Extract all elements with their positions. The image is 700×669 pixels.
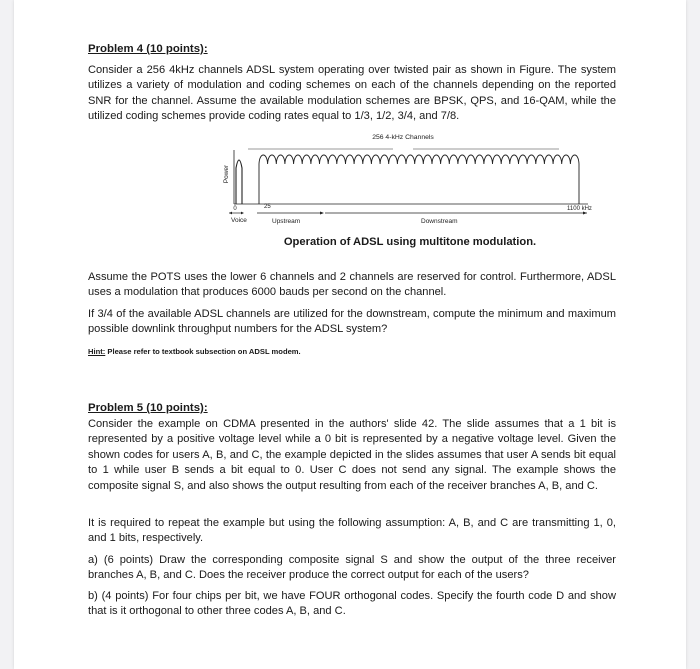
figure-caption: Operation of ADSL using multitone modulation.	[283, 236, 537, 248]
upstream-arrow-head	[320, 212, 324, 215]
problem5-para2: It is required to repeat the example but using the following assumption: A, B, and C are transmitting 1, 0, and 1 bits, respectively.	[88, 517, 616, 545]
problem4-para1: Assume the POTS uses the lower 6 channels and 2 channels are reserved for control. Furthermore, ADSL uses a modulation that produces 6000 bauds per second on the channel.	[88, 271, 616, 299]
figure-y-label: Power	[223, 164, 230, 184]
problem4-para2: If 3/4 of the available ADSL channels are utilized for the downstream, compute the minimum and maximum possible downlink throughput numbers for the ADSL system?	[88, 308, 616, 336]
tick-25: 25	[264, 204, 271, 210]
channel-hump-curve	[259, 155, 579, 204]
voice-label: Voice	[231, 217, 247, 224]
upstream-label: Upstream	[272, 218, 301, 225]
tick-0: 0	[233, 206, 237, 212]
problem4-intro: Consider a 256 4kHz channels ADSL system operating over twisted pair as shown in Figure. The system utilizes a variety of modulation and coding schemes on each of the channels depending on the reported SNR for the channel. Assume the available modulation schemes are BPSK, QPS, and 16-QAM, while the utilized coding schemes provide coding rates equal to 1/3, 1/2, 3/4, and 7/8.	[88, 64, 616, 123]
tick-end: 1100 kHz	[567, 206, 592, 212]
problem5-para1: Consider the example on CDMA presented in the authors' slide 42. The slide assumes that a 1 bit is represented by a positive voltage level while a 0 bit is represented by a negative voltage level. Given the shown codes for users A, B, and C, the example depicted in the slides assumes that user A sends bit equal to 1 while user B sends a bit equal to 0. User C does not send any signal. The example shows the composite signal S, and also shows the output resulting from each of the receiver branches A, B, and C.	[88, 418, 616, 492]
voice-arrow-tail	[229, 212, 232, 215]
voice-arrow-head	[241, 212, 244, 215]
problem4-hint	[88, 344, 616, 359]
hint-label: Hint:	[88, 347, 106, 356]
problem5-part-b: b) (4 points) For four chips per bit, we have FOUR orthogonal codes. Specify the fourth code D and show that is it orthogonal to other three codes A, B, and C.	[88, 590, 616, 618]
adsl-multitone-figure	[215, 128, 615, 230]
channel-humps	[259, 155, 579, 204]
voice-band-curve	[236, 160, 242, 204]
problem4-heading: Problem 4 (10 points):	[88, 43, 208, 55]
downstream-label: Downstream	[421, 218, 458, 225]
problem5-part-a: a) (6 points) Draw the corresponding composite signal S and show the output of the three receiver branches A, B, and C. Does the receiver produce the correct output for each of the users?	[88, 554, 616, 582]
problem5-heading: Problem 5 (10 points):	[88, 402, 208, 414]
hint-text: Please refer to textbook subsection on ADSL modem.	[105, 347, 301, 356]
figure-title: 256 4-kHz Channels	[372, 134, 434, 141]
